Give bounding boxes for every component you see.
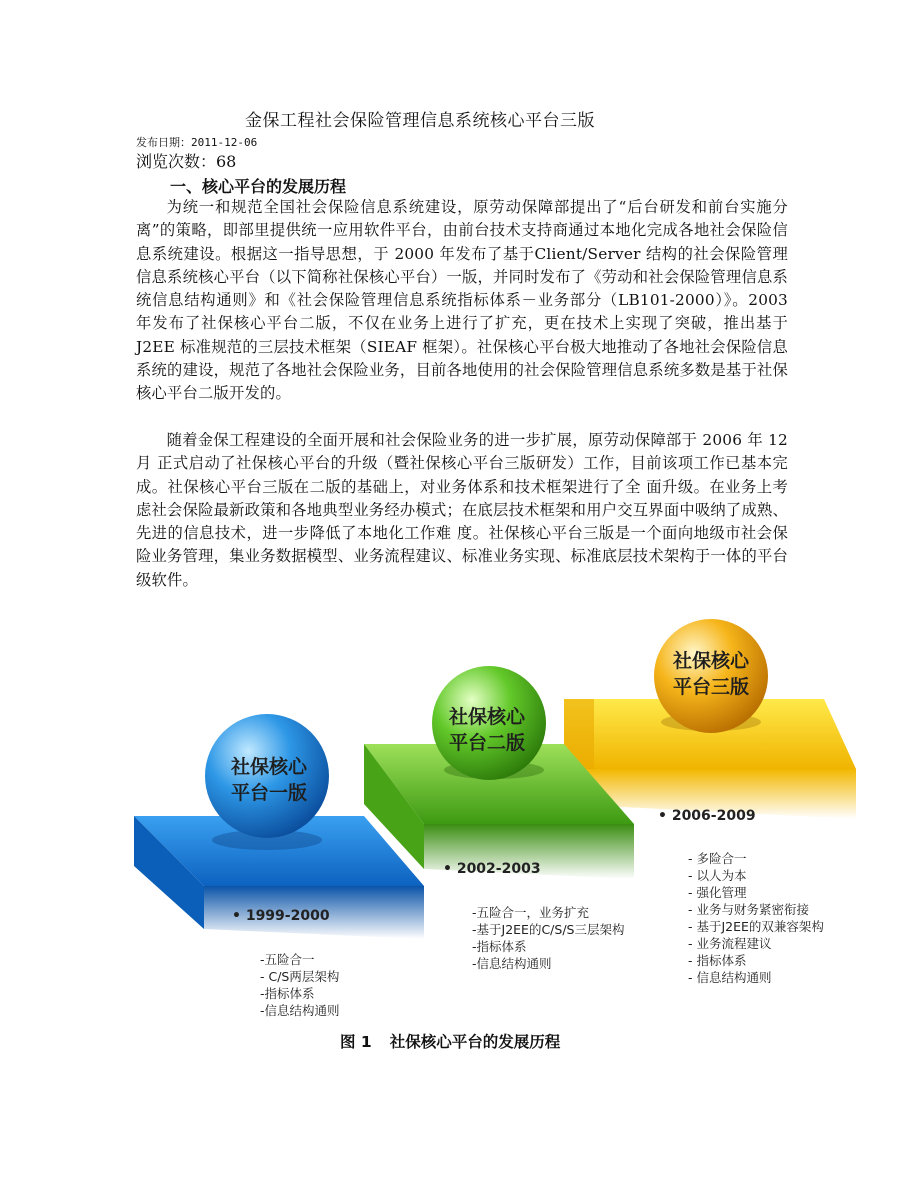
list-item: -指标体系 (260, 986, 315, 1001)
list-item: -指标体系 (472, 939, 527, 954)
stage-3-era: • 2006-2009 (658, 808, 756, 824)
stage-3-label-line1: 社保核心 (672, 650, 749, 672)
platform-history-figure (134, 604, 858, 1034)
stage-3-features (688, 850, 824, 986)
stage-2-label-line1: 社保核心 (448, 706, 525, 728)
stage-3-label-line2: 平台三版 (672, 676, 749, 698)
list-item: - 指标体系 (688, 953, 747, 968)
list-item: - 以人为本 (688, 868, 747, 883)
list-item: - 信息结构通则 (688, 970, 772, 985)
figure-number: 图 1 (340, 1033, 372, 1051)
stage-1-label-line1: 社保核心 (230, 756, 307, 778)
paragraph-2: 随着金保工程建设的全面开展和社会保险业务的进一步扩展，原劳动保障部于 2006 年 12 月 正式启动了社保核心平台的升级（暨社保核心平台三版研发）工作，目前该项工作已基本完成。社保核心平台三版在二版的基础上，对业务体系和技术框架进行了全 面升级。在业务上考虑社会保险最新政策和各地典型业务经办模式；在底层技术框架和用户交互界面中吸纳了成熟、先进的信息技术，进一步降低了本地化工作难 度。社保核心平台三版是一个面向地级市社会保险业务管理，集业务数据模型、业务流程建议、标准业务实现、标准底层技术架构于一体的平台级软件。 (136, 431, 788, 589)
list-item: - C/S两层架构 (260, 969, 340, 984)
list-item: - 业务流程建议 (688, 936, 772, 951)
figure-caption (340, 1030, 560, 1052)
section-heading: 一、核心平台的发展历程 (170, 177, 347, 196)
list-item: - 业务与财务紧密衔接 (688, 902, 809, 917)
stage-2-era: • 2002-2003 (443, 861, 541, 877)
doc-title: 金保工程社会保险管理信息系统核心平台三版 (245, 111, 595, 131)
figure-caption-text: 社保核心平台的发展历程 (389, 1033, 561, 1051)
list-item: -基于J2EE的C/S/S三层架构 (472, 922, 625, 937)
list-item: - 基于J2EE的双兼容架构 (688, 919, 824, 934)
view-count: 浏览次数：68 (136, 152, 237, 171)
stage-3-label (656, 648, 766, 700)
publish-date: 发布日期：2011-12-06 (136, 136, 258, 149)
stage-1-features (260, 951, 340, 1019)
list-item: -信息结构通则 (260, 1003, 340, 1018)
stage-2-label-line2: 平台二版 (448, 732, 525, 754)
stage-1-label (214, 754, 324, 806)
stage-1-era: • 1999-2000 (232, 908, 330, 924)
list-item: -信息结构通则 (472, 956, 552, 971)
paragraph-1: 为统一和规范全国社会保险信息系统建设，原劳动保障部提出了“后台研发和前台实施分离”的策略，即部里提供统一应用软件平台，由前台技术支持商通过本地化完成各地社会保险信息系统建设。根据这一指导思想，于 2000 年发布了基于Client/Server 结构的社会保险管理信息系统核心平台（以下简称社保核心平台）一版，并同时发布了《劳动和社会保险管理信息系统信息结构通则》和《社会保险管理信息系统指标体系－业务部分（LB101-2000）》。2003 年发布了社保核心平台二版，不仅在业务上进行了扩充，更在技术上实现了突破，推出基于 J2EE 标准规范的三层技术框架（SIEAF 框架）。社保核心平台极大地推动了各地社会保险信息系统的建设，规范了各地社会保险业务，目前各地使用的社会保险管理信息系统多数是基于社保核心平台二版开发的。 (136, 198, 788, 403)
list-item: - 多险合一 (688, 851, 747, 866)
list-item: -五险合一 (260, 952, 315, 967)
stage-2-label (432, 704, 542, 756)
stage-1-label-line2: 平台一版 (230, 782, 307, 804)
list-item: -五险合一，业务扩充 (472, 905, 590, 920)
stage-2-features (472, 904, 624, 972)
list-item: - 强化管理 (688, 885, 747, 900)
